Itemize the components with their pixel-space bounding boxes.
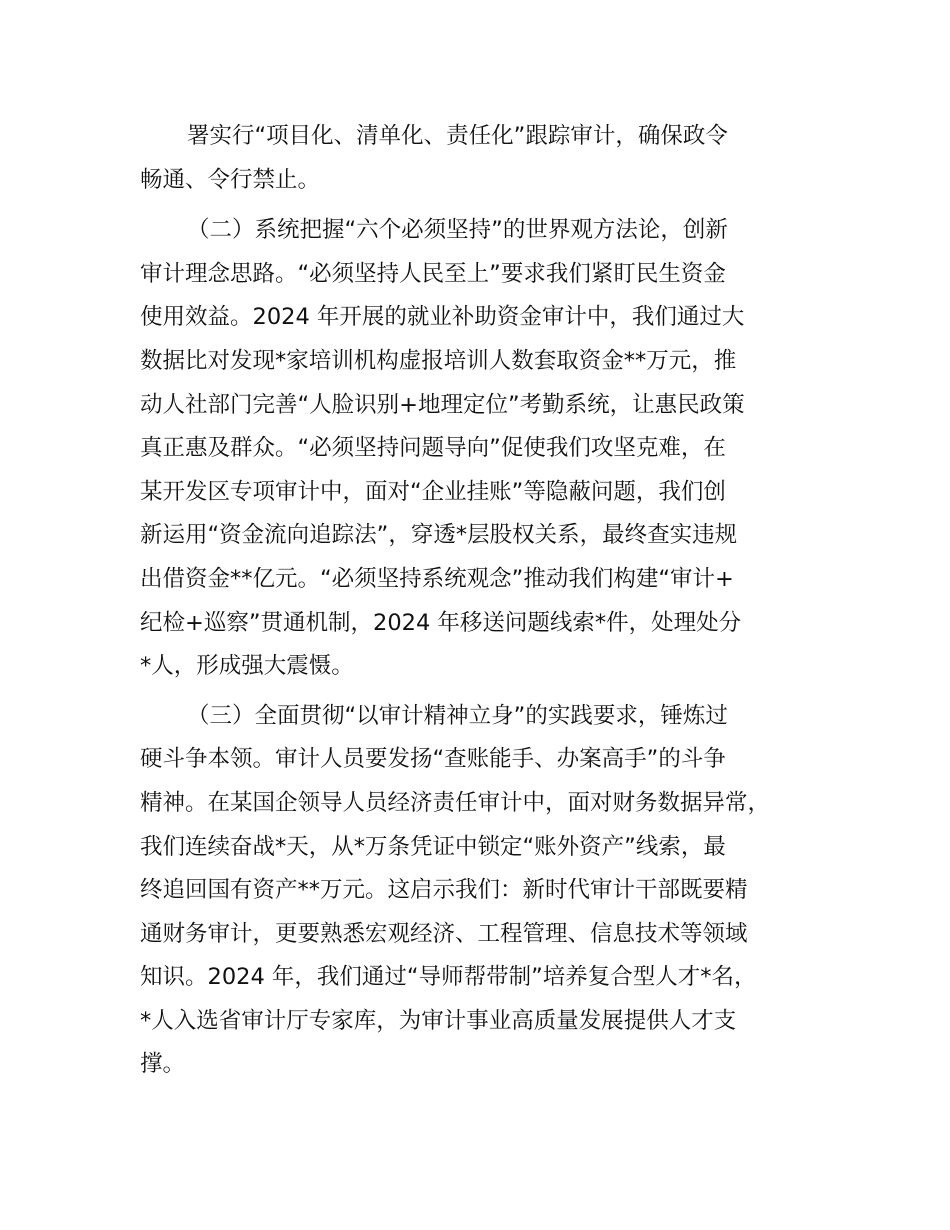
paragraph-line: 硬斗争本领。审计人员要发扬“查账能手、办案高手”的斗争 xyxy=(140,746,726,773)
paragraph-line: 终追回国有资产**万元。这启示我们：新时代审计干部既要精 xyxy=(140,877,748,904)
paragraph-line: 知识。2024 年，我们通过“导师帮带制”培养复合型人才*名， xyxy=(140,964,757,991)
paragraph-3 xyxy=(140,695,835,1087)
paragraph-line: 数据比对发现*家培训机构虚报培训人数套取资金**万元，推 xyxy=(140,347,737,374)
paragraph-line: （三）全面贯彻“以审计精神立身”的实践要求，锤炼过 xyxy=(187,702,728,729)
paragraph-line: 新运用“资金流向追踪法”，穿透*层股权关系，最终查实违规 xyxy=(140,522,738,549)
paragraph-line: 撑。 xyxy=(140,1051,186,1078)
paragraph-line: 精神。在某国企领导人员经济责任审计中，面对财务数据异常， xyxy=(140,789,771,816)
document-body xyxy=(140,115,835,1087)
paragraph-line: *人，形成强大震慑。 xyxy=(140,653,354,680)
paragraph-line: 我们连续奋战*天，从*万条凭证中锁定“账外资产”线索，最 xyxy=(140,833,726,860)
paragraph-line: 通财务审计，更要熟悉宏观经济、工程管理、信息技术等领域 xyxy=(140,920,748,947)
paragraph-line: 畅通、令行禁止。 xyxy=(140,166,321,193)
paragraph-2 xyxy=(140,209,835,689)
paragraph-line: 出借资金**亿元。“必须坚持系统观念”推动我们构建“审计+ xyxy=(140,565,734,592)
paragraph-line: 使用效益。2024 年开展的就业补助资金审计中，我们通过大 xyxy=(140,304,745,331)
paragraph-line: 动人社部门完善“人脸识别+地理定位”考勤系统，让惠民政策 xyxy=(140,391,745,418)
paragraph-1 xyxy=(140,115,835,202)
paragraph-line: （二）系统把握“六个必须坚持”的世界观方法论，创新 xyxy=(187,217,728,244)
paragraph-line: 某开发区专项审计中，面对“企业挂账”等隐蔽问题，我们创 xyxy=(140,478,726,505)
paragraph-line: 真正惠及群众。“必须坚持问题导向”促使我们攻坚克难，在 xyxy=(140,435,726,462)
paragraph-line: *人入选省审计厅专家库，为审计事业高质量发展提供人才支 xyxy=(140,1007,737,1034)
paragraph-line: 纪检+巡察”贯通机制，2024 年移送问题线索*件，处理处分 xyxy=(140,609,742,636)
paragraph-line: 署实行“项目化、清单化、责任化”跟踪审计，确保政令 xyxy=(187,123,728,149)
paragraph-line: 审计理念思路。“必须坚持人民至上”要求我们紧盯民生资金 xyxy=(140,260,726,287)
